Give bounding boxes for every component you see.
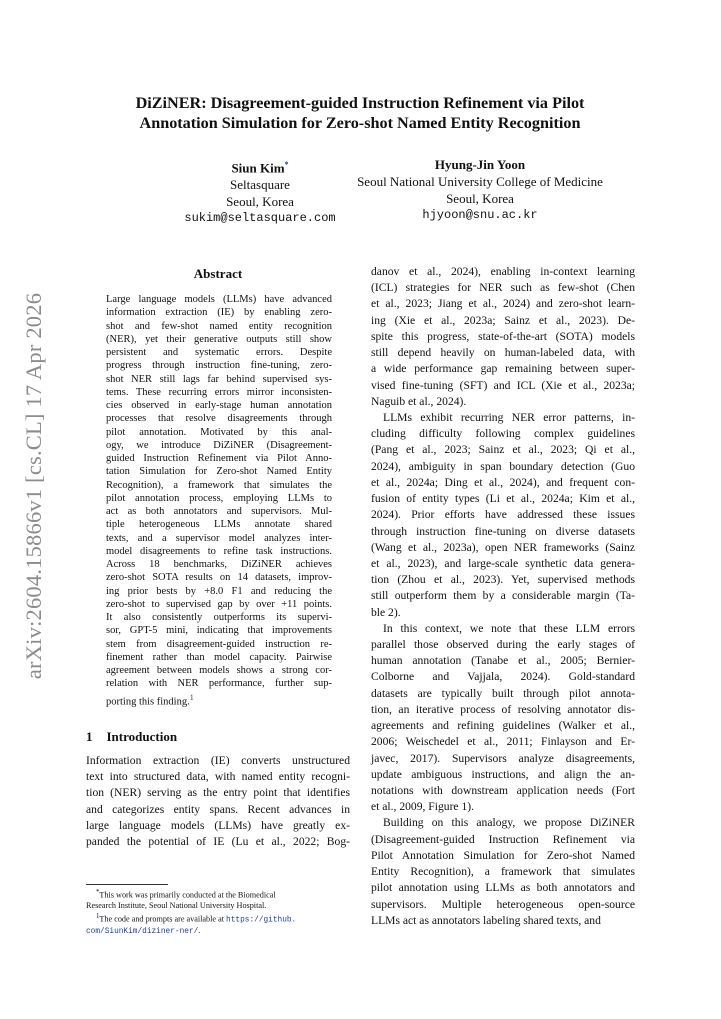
introduction-body-right	[371, 264, 635, 929]
abstract-line: It also consistently outperforms its supervi-	[106, 612, 332, 623]
abstract-line: persistent and systematic errors. Despite	[106, 347, 332, 358]
section-heading-introduction	[86, 729, 177, 745]
abstract-line: processes that resolve disagreements through	[106, 413, 332, 425]
section-title: Introduction	[106, 729, 178, 744]
abstract-line: information extraction (IE) by enabling zero-	[106, 307, 332, 319]
abstract-line: shot NER still lags far behind supervised sys-	[106, 373, 332, 385]
footnote-1-mark[interactable]: 1	[189, 692, 194, 702]
abstract-line: relation with NER performance, further sup-	[106, 678, 332, 690]
abstract-line: zero-shot SOTA results on 14 datasets, improv-	[106, 572, 332, 584]
body-line: still depend heavily on human-labeled data, with	[371, 346, 635, 360]
abstract-line: Large language models (LLMs) have advanced	[106, 294, 332, 305]
author-footnote-mark[interactable]: *	[284, 160, 289, 169]
abstract-heading: Abstract	[193, 266, 243, 281]
abstract-line: (NER), yet their generative outputs still show	[106, 333, 332, 345]
body-line: pilot annotation using LLMs as both annotators and	[371, 881, 635, 895]
body-line: update ambiguous instructions, and align the an-	[371, 767, 635, 781]
abstract-line	[106, 691, 332, 709]
author-name: Hyung-Jin Yoon	[434, 157, 526, 172]
title-line-2: Annotation Simulation for Zero-shot Named Entity Recognition	[139, 113, 581, 132]
abstract-line: agreement between models shows a strong cor-	[106, 665, 332, 676]
body-line: Pilot Annotation Simulation for Zero-shot Named	[371, 848, 635, 862]
body-line: and categorizes entity spans. Recent advances in	[86, 802, 350, 816]
abstract-line: act as both annotators and supervisors. Mul-	[106, 506, 332, 517]
footnote-star-text: This work was primarily conducted at the Biomedical	[99, 890, 276, 900]
author-location: Seoul, Korea	[446, 191, 514, 206]
abstract-line: pilot annotation. Motivated by this anal-	[106, 426, 332, 438]
author-name: Siun Kim	[231, 160, 285, 176]
body-line: text into structured data, with named entity recogni-	[86, 770, 350, 784]
body-line: LLMs exhibit recurring NER error patterns, in-	[383, 410, 635, 424]
body-line: Entity Recognition), a framework that simulates	[371, 865, 635, 879]
abstract-line: model disagreements to refine task instructions.	[106, 545, 332, 557]
footnote-1-text: The code and prompts are available at	[99, 914, 224, 924]
body-line: parallel those observed during the early stages of	[371, 638, 635, 652]
body-line: a wide performance gap remaining between super-	[371, 362, 635, 376]
abstract-line: stem from disagreement-guided instruction re-	[106, 638, 332, 650]
body-line: In this context, we note that these LLM errors	[383, 621, 635, 635]
abstract-line: shot and few-shot named entity recognition	[106, 320, 332, 332]
body-line: Colborne and Vajjala, 2024). Gold-standard	[371, 670, 635, 684]
body-line: fusion of entity types (Li et al., 2024a; Kim et al.,	[371, 492, 635, 506]
section-number: 1	[86, 729, 93, 744]
footnote-star	[86, 888, 350, 901]
body-line: vised fine-tuning (SFT) and ICL (Xie et al., 2023a;	[371, 378, 635, 392]
author-affiliation: Seltasquare	[230, 177, 290, 193]
body-line: et al., 2023; Jiang et al., 2024) and zero-shot learn-	[371, 297, 635, 311]
abstract-final-text: porting this finding.	[106, 696, 190, 707]
body-line: tion (Zhou et al., 2023). Yet, supervised methods	[371, 573, 635, 587]
body-line: datasets are typically built through pilot annota-	[371, 686, 635, 700]
body-line: supervisors. Multiple heterogeneous open-source	[371, 897, 635, 911]
abstract-line: sor, GPT-5 mini, indicating that improvements	[106, 625, 332, 637]
abstract-line: pilot annotation process, employing LLMs to	[106, 492, 332, 504]
abstract-line: finement rather than model capacity. Pairwise	[106, 651, 332, 663]
abstract-body	[106, 293, 332, 708]
body-line: 2024), ambiguity in span boundary detection (Guo	[371, 459, 635, 473]
body-line: human annotation (Tanabe et al., 2005; Bernier-	[371, 654, 635, 668]
body-line: panded the potential of IE (Lu et al., 2022; Bog-	[86, 835, 350, 849]
author-affiliation: Seoul National University College of Medicine	[357, 174, 603, 189]
footnote-1-url-cont[interactable]: com/SiunKim/diziner-ner/	[86, 928, 199, 937]
body-line: ble 2).	[371, 605, 401, 619]
paper-title	[100, 94, 620, 133]
body-line: (Pang et al., 2023; Sainz et al., 2023; Qi et al.,	[371, 443, 635, 457]
author-location: Seoul, Korea	[226, 194, 294, 210]
body-line: (Disagreement-guided Instruction Refinement via	[371, 832, 635, 846]
body-line: 2024). Prior efforts have addressed these issues	[371, 508, 635, 522]
footnote-1-number: 1	[96, 912, 100, 920]
body-line: LLMs act as annotators labeling shared texts, and	[371, 913, 601, 927]
abstract-line: texts, and a supervisor model analyzes inter-	[106, 532, 332, 544]
abstract-line: tiple heterogeneous LLMs annotate shared	[106, 519, 332, 531]
body-line: large language models (LLMs) have greatly ex-	[86, 818, 350, 832]
abstract-line: guided Instruction Refinement via Pilot Anno-	[106, 453, 332, 464]
abstract-line: cies observed in early-stage human annotation	[106, 400, 332, 411]
body-line: Building on this analogy, we propose DiZiNER	[383, 816, 635, 830]
arxiv-identifier-stamp: arXiv:2604.15866v1 [cs.CL] 17 Apr 2026	[21, 292, 46, 680]
body-line: through instruction fine-tuning on diverse datasets	[371, 524, 635, 538]
author-email: sukim@seltasquare.com	[184, 211, 336, 226]
body-line: tion, an iterative process of resolving annotator dis-	[371, 702, 635, 716]
abstract-line: Across 18 benchmarks, DiZiNER achieves	[106, 559, 332, 570]
body-line: javec, 2017). Supervisors analyze disagreements,	[371, 751, 635, 765]
body-line: et al., 2023), and large-scale synthetic data genera-	[371, 556, 635, 570]
abstract-line: ing prior bests by +8.0 F1 and reducing the	[106, 585, 332, 597]
body-line: agreements and refining guidelines (Walker et al.,	[371, 719, 635, 733]
footnote-1-end: .	[198, 926, 201, 936]
abstract-line: tems. These recurring errors mirror inconsisten-	[106, 386, 332, 398]
body-line: spite this progress, state-of-the-art (SOTA) models	[371, 329, 635, 343]
body-line: ing (Xie et al., 2023a; Sainz et al., 2023). De-	[371, 313, 635, 327]
title-line-1: DiZiNER: Disagreement-guided Instruction Refinement via Pilot	[135, 94, 585, 112]
body-line: (Wang et al., 2023a), open NER frameworks (Sainz	[371, 540, 635, 554]
abstract-line: Recognition), a framework that simulates the	[106, 479, 332, 491]
abstract-line: tation Simulation for Zero-shot Named Entity	[106, 466, 332, 478]
abstract-line: ogy, we introduce DiZiNER (Disagreement-	[106, 439, 332, 451]
body-line: still outperform them by a considerable margin (Ta-	[371, 589, 635, 603]
footnote-1-url[interactable]: https://github.	[226, 916, 297, 925]
abstract-line: zero-shot to supervised gap by over +11 points.	[106, 598, 332, 610]
body-line: danov et al., 2024), enabling in-context learning	[371, 265, 635, 278]
body-line: et al., 2009, Figure 1).	[371, 800, 475, 814]
author-block-2	[330, 156, 630, 224]
footnotes	[86, 888, 350, 938]
footnote-star-continuation: Research Institute, Seoul National University Hospital.	[86, 901, 267, 911]
body-line: 2006; Weischedel et al., 2011; Finlayson and Er-	[371, 735, 635, 749]
introduction-body-left	[86, 753, 350, 850]
body-line: Naguib et al., 2024).	[371, 394, 467, 408]
body-line: cluding difficulty following complex guidelines	[371, 427, 635, 441]
body-line: tion (NER) serving as the entry point that identifies	[86, 786, 350, 800]
body-line: notations with downstream application needs (Fort	[371, 784, 635, 797]
footnote-1-continuation	[86, 926, 350, 938]
footnote-1	[86, 912, 350, 926]
footnote-star-mark: *	[96, 889, 100, 896]
body-line: Information extraction (IE) converts unstructured	[86, 754, 350, 767]
author-email: hjyoon@snu.ac.kr	[422, 208, 538, 222]
abstract-line: progress through instruction fine-tuning, zero-	[106, 360, 332, 372]
body-line: et al., 2024a; Ding et al., 2024), and frequent con-	[371, 475, 635, 489]
body-line: (ICL) strategies for NER such as few-shot (Chen	[371, 281, 635, 295]
footnote-divider	[86, 884, 168, 885]
